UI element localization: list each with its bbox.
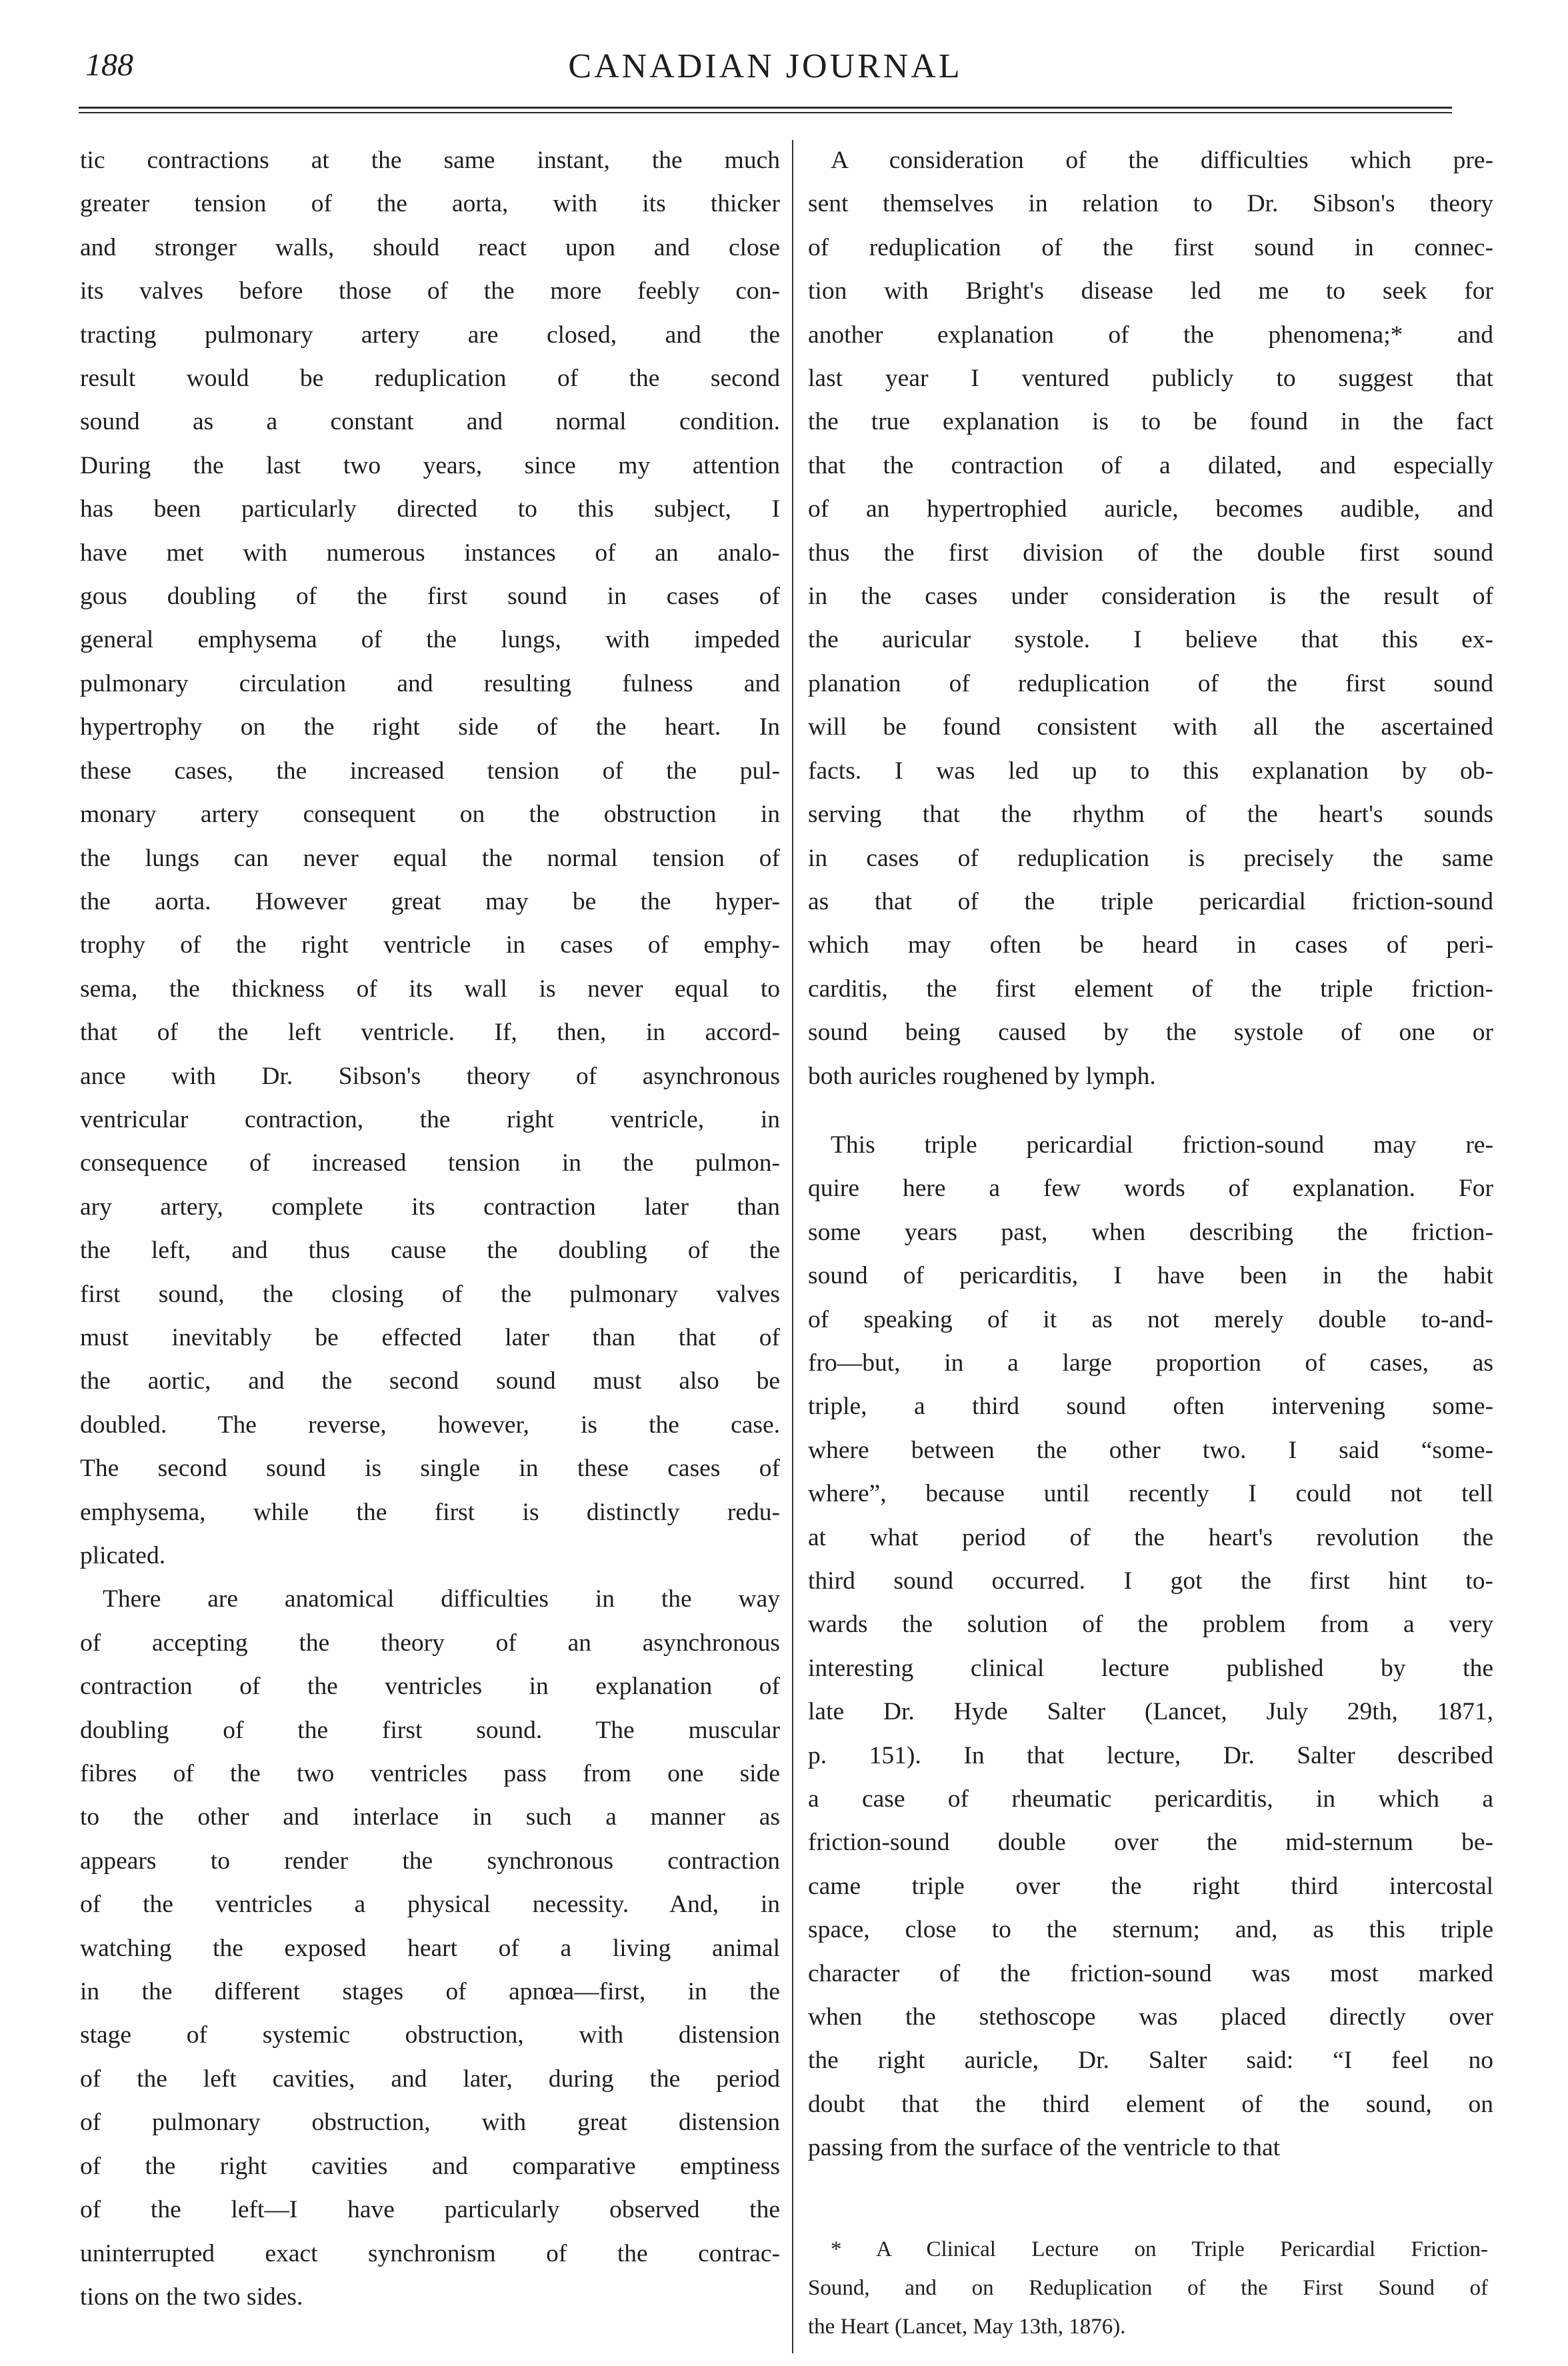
text-line: and stronger walls, should react upon and close [80,233,780,261]
text-line: the auricular systole. I believe that this ex- [808,626,1493,654]
text-line: another explanation of the phenomena;* and [808,321,1493,349]
text-line: the aortic, and the second sound must also be [80,1367,780,1395]
text-line: has been particularly directed to this subject, I [80,495,780,523]
text-line: emphysema, while the first is distinctly redu- [80,1498,780,1526]
text-line: facts. I was led up to this explanation by ob- [808,757,1493,785]
text-line: serving that the rhythm of the heart's sounds [808,801,1493,829]
text-line: of reduplication of the first sound in connec- [808,233,1493,261]
text-line: where between the other two. I said “some- [808,1436,1493,1464]
text-line: that the contraction of a dilated, and especially [808,451,1493,479]
paragraph-triple-friction-sound [808,1123,1493,2170]
text-line: consequence of increased tension in the pulmon- [80,1149,780,1177]
text-line: pulmonary circulation and resulting fulness and [80,669,780,697]
text-line: ary artery, complete its contraction later than [80,1193,780,1221]
text-line: tracting pulmonary artery are closed, and the [80,321,780,349]
text-line: came triple over the right third intercostal [808,1872,1493,1900]
text-line: ventricular contraction, the right ventricle, in [80,1105,780,1133]
text-line: the left, and thus cause the doubling of the [80,1237,780,1265]
text-line: planation of reduplication of the first sound [808,669,1493,697]
text-line: carditis, the first element of the triple friction- [808,975,1493,1003]
text-line: sent themselves in relation to Dr. Sibson's theory [808,190,1493,218]
text-line: fro—but, in a large proportion of cases, as [808,1349,1493,1377]
text-line: the aorta. However great may be the hyper- [80,887,780,915]
text-line: of the ventricles a physical necessity. And, in [80,1891,780,1919]
text-line: A consideration of the difficulties which pre- [831,147,1493,174]
text-line: friction-sound double over the mid-sternum be- [808,1829,1493,1857]
text-line: doubling of the first sound. The muscular [80,1716,780,1744]
text-line: sound of pericarditis, I have been in the habit [808,1262,1493,1290]
text-line: of the right cavities and comparative emptiness [80,2152,780,2180]
page-number: 188 [85,47,133,83]
text-line: where”, because until recently I could not tell [808,1480,1493,1508]
text-line: the Heart (Lancet, May 13th, 1876). [808,2315,1126,2339]
text-line: the right auricle, Dr. Salter said: “I feel no [808,2047,1493,2075]
text-line: first sound, the closing of the pulmonary valves [80,1280,780,1308]
text-line: uninterrupted exact synchronism of the contrac- [80,2239,780,2267]
text-line: plicated. [80,1542,166,1569]
text-line: of the left cavities, and later, during the period [80,2065,780,2093]
text-line: the true explanation is to be found in the fact [808,408,1493,436]
text-line: monary artery consequent on the obstruction in [80,801,780,829]
text-line: these cases, the increased tension of the pul- [80,757,780,785]
text-line: doubt that the third element of the sound, on [808,2090,1493,2118]
text-line: interesting clinical lecture published by the [808,1654,1493,1682]
text-line: sema, the thickness of its wall is never equal to [80,975,780,1003]
header-rule-thick [79,107,1452,109]
text-line: general emphysema of the lungs, with impeded [80,626,780,654]
running-title: CANADIAN JOURNAL [568,47,963,85]
text-line: its valves before those of the more feebly con- [80,277,780,305]
text-line: in the different stages of apnœa—first, in the [80,1978,780,2006]
text-line: space, close to the sternum; and, as this triple [808,1916,1493,1944]
text-line: passing from the surface of the ventricle to that [808,2134,1281,2162]
text-line: This triple pericardial friction-sound may re- [831,1131,1493,1159]
text-line: character of the friction-sound was most marked [808,1959,1493,1987]
text-line: tion with Bright's disease led me to seek for [808,277,1493,305]
text-line: thus the first division of the double first sound [808,539,1493,567]
text-line: to the other and interlace in such a manner as [80,1803,780,1831]
text-line: a case of rheumatic pericarditis, in which a [808,1785,1493,1813]
text-line: have met with numerous instances of an analo- [80,539,780,567]
text-line: result would be reduplication of the second [80,365,780,393]
paragraph-gap [808,1098,1493,1123]
text-line: late Dr. Hyde Salter (Lancet, July 29th, 1871, [808,1698,1493,1726]
page-header [79,47,1452,100]
text-line: that of the left ventricle. If, then, in accord- [80,1019,780,1047]
text-line: During the last two years, since my attention [80,451,780,479]
text-line: must inevitably be effected later than that of [80,1323,780,1351]
text-line: greater tension of the aorta, with its thicker [80,190,780,218]
footnote [808,2230,1488,2346]
text-line: gous doubling of the first sound in cases of [80,583,780,611]
header-rule-thin [79,112,1452,113]
text-line: some years past, when describing the friction- [808,1218,1493,1246]
text-line: wards the solution of the problem from a very [808,1611,1493,1639]
text-line: of the left—I have particularly observed the [80,2196,780,2224]
text-line: doubled. The reverse, however, is the case. [80,1411,780,1439]
text-line: will be found consistent with all the ascertained [808,713,1493,741]
text-line: as that of the triple pericardial friction-sound [808,887,1493,915]
text-line: in cases of reduplication is precisely the same [808,844,1493,872]
text-line: at what period of the heart's revolution the [808,1523,1493,1551]
text-line: the lungs can never equal the normal tension of [80,844,780,872]
text-line: appears to render the synchronous contraction [80,1847,780,1875]
text-line: fibres of the two ventricles pass from one side [80,1760,780,1788]
text-line: p. 151). In that lecture, Dr. Salter described [808,1741,1493,1769]
text-line: There are anatomical difficulties in the way [103,1585,780,1613]
right-column [808,139,1493,2170]
text-line: The second sound is single in these cases of [80,1455,780,1483]
text-line: both auricles roughened by lymph. [808,1062,1156,1090]
text-line: last year I ventured publicly to suggest that [808,365,1493,393]
text-line: when the stethoscope was placed directly over [808,2003,1493,2031]
text-line: of pulmonary obstruction, with great distension [80,2109,780,2137]
text-line: third sound occurred. I got the first hint to- [808,1567,1493,1595]
text-line: watching the exposed heart of a living animal [80,1934,780,1962]
text-line: of speaking of it as not merely double to-and- [808,1305,1493,1333]
column-divider [792,140,793,2353]
text-line: of an hypertrophied auricle, becomes audible, and [808,495,1493,523]
left-column [80,139,780,2319]
text-line: contraction of the ventricles in explanation of [80,1673,780,1701]
text-line: * A Clinical Lecture on Triple Pericardial Friction- [831,2237,1488,2261]
text-line: sound being caused by the systole of one or [808,1019,1493,1047]
text-line: sound as a constant and normal condition. [80,408,780,436]
text-line: in the cases under consideration is the result of [808,583,1493,611]
text-line: triple, a third sound often intervening some- [808,1393,1493,1421]
text-line: tic contractions at the same instant, the much [80,147,780,174]
paragraph-auricular-systole [808,139,1493,1098]
text-line: which may often be heard in cases of peri- [808,931,1493,959]
text-line: hypertrophy on the right side of the heart. In [80,713,780,741]
text-line: Sound, and on Reduplication of the First Sound of [808,2276,1488,2300]
text-line: trophy of the right ventricle in cases of emphy- [80,931,780,959]
text-line: ance with Dr. Sibson's theory of asynchronous [80,1062,780,1090]
text-line: stage of systemic obstruction, with distension [80,2021,780,2049]
text-line: quire here a few words of explanation. For [808,1175,1493,1203]
text-line: tions on the two sides. [80,2283,303,2311]
text-line: of accepting the theory of an asynchronous [80,1629,780,1657]
